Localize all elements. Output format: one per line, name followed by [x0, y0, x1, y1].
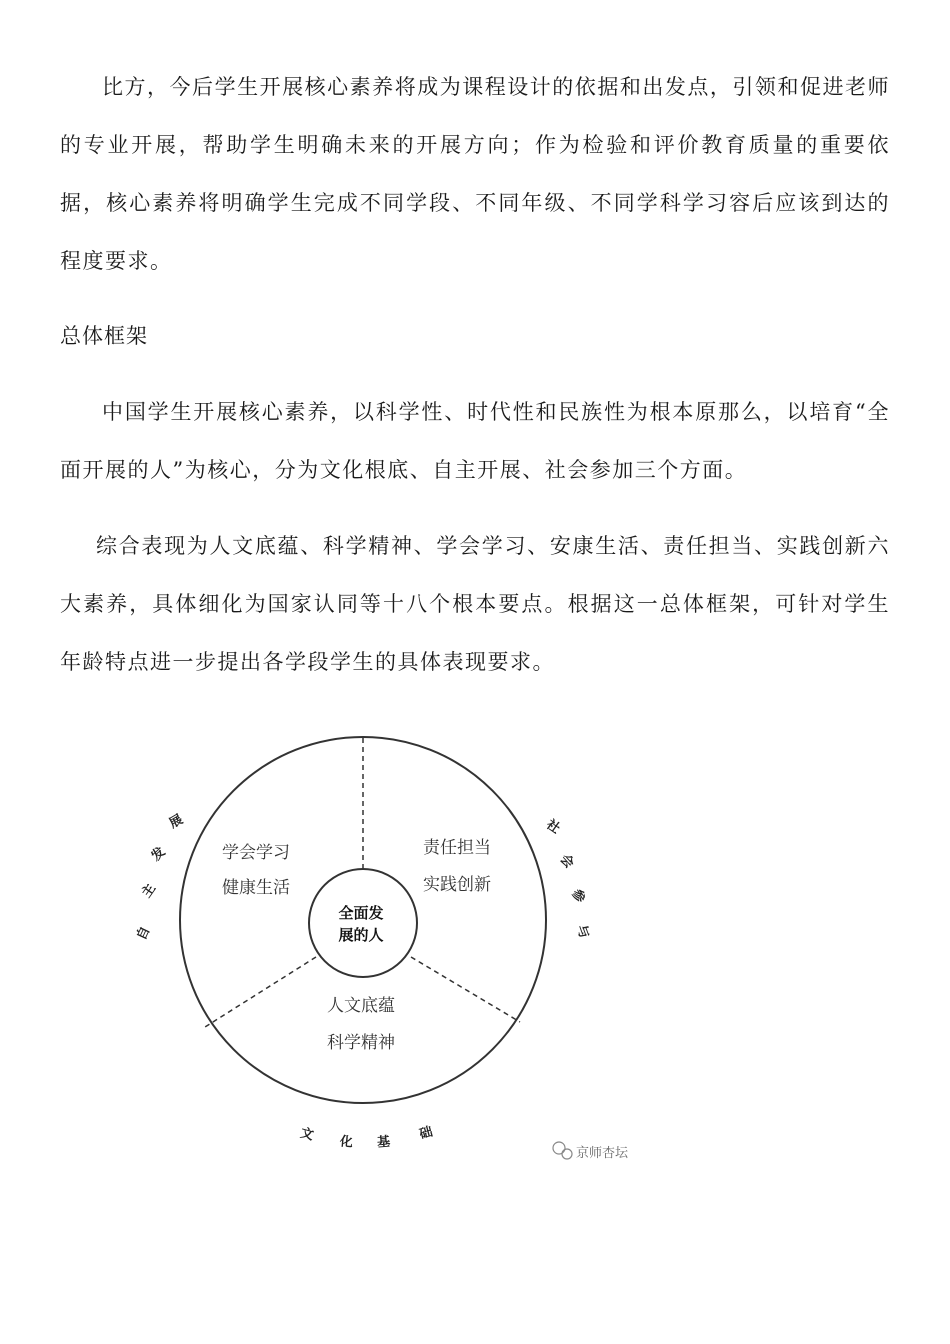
wechat-icon [553, 1142, 572, 1159]
center-label-line1: 全面发 [338, 904, 384, 922]
ring-bottom-char-4: 础 [417, 1124, 435, 1143]
ring-left-char-2: 主 [139, 881, 160, 901]
divider-right [411, 957, 520, 1022]
sector-left-line1: 学会学习 [222, 843, 290, 863]
sector-bottom-line2: 科学精神 [327, 1033, 395, 1053]
inner-circle [309, 869, 417, 977]
ring-right-char-2: 会 [556, 851, 577, 872]
ring-bottom-char-3: 基 [376, 1134, 391, 1151]
sector-right-line2: 实践创新 [423, 875, 491, 895]
ring-right-char-1: 社 [543, 817, 563, 838]
ring-bottom-char-2: 化 [339, 1134, 354, 1151]
ring-left-char-3: 发 [148, 844, 169, 865]
watermark-text: 京师杏坛 [576, 1146, 629, 1161]
ring-right-char-3: 参 [568, 886, 588, 906]
paragraph-framework: 中国学生开展核心素养，以科学性、时代性和民族性为根本原那么，以培育“全面开展的人”为核心，分为文化根底、自主开展、社会参加三个方面。 [60, 400, 890, 482]
section-heading: 总体框架 [60, 324, 148, 348]
sector-left-line2: 健康生活 [222, 878, 290, 898]
ring-bottom-char-1: 文 [298, 1125, 316, 1144]
paragraph-six-literacies: 综合表现为人文底蕴、科学精神、学会学习、安康生活、责任担当、实践创新六大素养，具体细化为国家认同等十八个根本要点。根据这一总体框架，可针对学生年龄特点进一步提出各学段学生的具体表现要求。 [60, 534, 890, 674]
paragraph-curriculum: 比方，今后学生开展核心素养将成为课程设计的依据和出发点，引领和促进老师的专业开展，帮助学生明确未来的开展方向；作为检验和评价教育质量的重要依据，核心素养将明确学生完成不同学段、不同年级、不同学科学习容后应该到达的程度要求。 [60, 75, 890, 273]
center-label-line2: 展的人 [338, 926, 384, 944]
ring-left-char-1: 自 [134, 924, 154, 943]
sector-right-line1: 责任担当 [423, 838, 491, 858]
divider-left [205, 957, 316, 1027]
ring-right-char-4: 与 [573, 923, 592, 941]
ring-left-char-4: 展 [166, 812, 186, 832]
sector-bottom-line1: 人文底蕴 [327, 996, 395, 1016]
